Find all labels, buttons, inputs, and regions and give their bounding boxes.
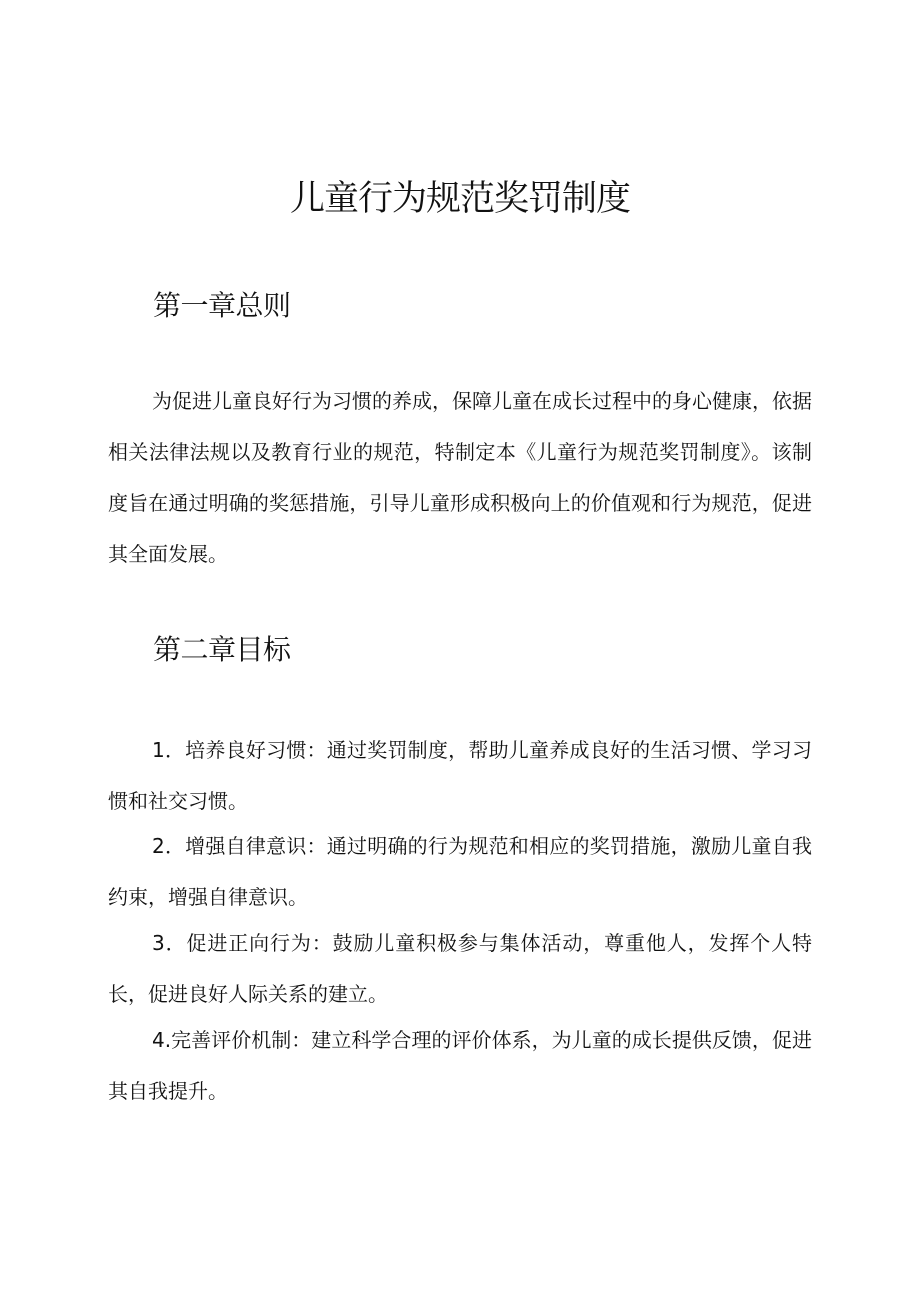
chapter-2-heading: 第二章目标 xyxy=(153,633,291,666)
goal-item-3: 3．促进正向行为：鼓励儿童积极参与集体活动，尊重他人，发挥个人特长，促进良好人际关系的建立。 xyxy=(108,931,812,1006)
document-title: 儿童行为规范奖罚制度 xyxy=(289,179,630,219)
goal-item-2: 2．增强自律意识：通过明确的行为规范和相应的奖罚措施，激励儿童自我约束，增强自律意识。 xyxy=(108,834,812,909)
goal-item-1: 1．培养良好习惯：通过奖罚制度，帮助儿童养成良好的生活习惯、学习习惯和社交习惯。 xyxy=(108,738,812,813)
chapter-1-paragraph: 为促进儿童良好行为习惯的养成，保障儿童在成长过程中的身心健康，依据相关法律法规以及教育行业的规范，特制定本《儿童行为规范奖罚制度》。该制度旨在通过明确的奖惩措施，引导儿童形成积极向上的价值观和行为规范，促进其全面发展。 xyxy=(108,389,812,566)
chapter-1-heading: 第一章总则 xyxy=(153,289,291,322)
goal-item-4: 4.完善评价机制：建立科学合理的评价体系，为儿童的成长提供反馈，促进其自我提升。 xyxy=(108,1028,812,1103)
